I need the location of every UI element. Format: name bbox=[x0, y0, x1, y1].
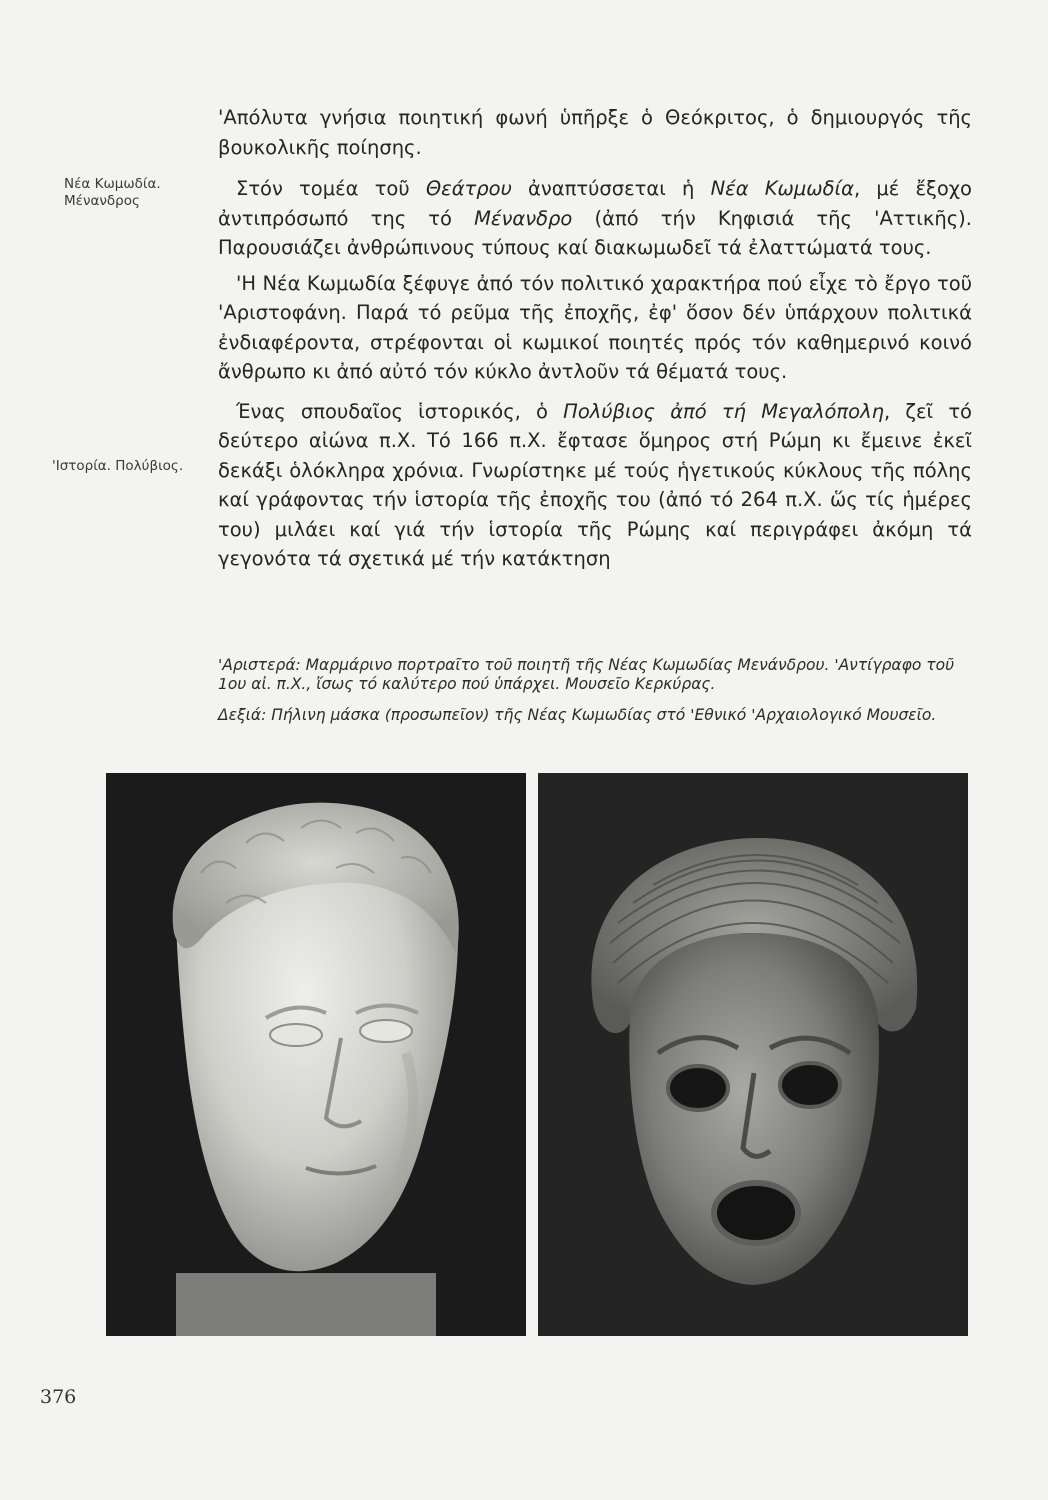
caption-right: Δεξιά: Πήλινη μάσκα (προσωπεῖον) τῆς Νέας Κωμωδίας στό 'Εθνικό 'Αρχαιολογικό Μουσεῖο. bbox=[218, 706, 937, 724]
margin-note-history: 'Ιστορία. Πολύβιος. bbox=[52, 458, 184, 474]
text-run: ἀναπτύσσεται ἡ bbox=[511, 177, 711, 200]
paragraph-theocritus: 'Απόλυτα γνήσια ποιητική φωνή ὑπῆρξε ὁ Θεόκριτος, ὁ δημιουργός τῆς βουκολικῆς ποίησης. bbox=[218, 106, 972, 159]
term-new-comedy: Νέα Κωμωδία bbox=[710, 177, 854, 200]
page-number: 376 bbox=[40, 1386, 77, 1408]
term-menander: Μένανδρο bbox=[474, 206, 573, 230]
photo-menander-portrait bbox=[106, 773, 526, 1336]
caption-left: 'Αριστερά: Μαρμάρινο πορτραῖτο τοῦ ποιητῆ τῆς Νέας Κωμωδίας Μενάνδρου. 'Αντίγραφο τοῦ 1ου αἰ. π.Χ., ἴσως τό καλύτερο πού ὑπάρχει. Μουσεῖο Κερκύρας. bbox=[218, 656, 955, 693]
clay-mask-image bbox=[538, 773, 968, 1336]
term-theatre: Θεάτρου bbox=[425, 177, 512, 200]
text-run: (ἀπό τήν Κηφισιά τῆς 'Αττικῆς). Παρουσιάζει ἀνθρώπινους τύπους καί διακωμωδεῖ τά ἐλαττώματά τους. bbox=[218, 206, 972, 259]
paragraph-new-comedy bbox=[218, 174, 972, 263]
marble-head-image bbox=[106, 773, 526, 1336]
paragraph-aristophanes: 'Η Νέα Κωμωδία ξέφυγε ἀπό τόν πολιτικό χαρακτήρα πού εἶχε τὸ ἔργο τοῦ 'Αριστοφάνη. Παρά τό ρεῦμα τῆς ἐποχῆς, ἐφ' ὅσον δέν ὑπάρχουν πολιτικά ἐνδιαφέροντα, στρέφονται οἱ κωμικοί ποιητές πρός τόν καθημερινό κοινό ἄνθρωπο κι ἀπό αὐτό τόν κύκλο ἀντλοῦν τά θέματά τους. bbox=[218, 271, 972, 383]
text-run: , μέ ἔξοχο ἀντιπρόσωπό της τό bbox=[218, 177, 972, 230]
text-run: Ένας σπουδαῖος ἱστορικός, ὁ bbox=[236, 399, 564, 423]
photo-comedy-mask bbox=[538, 773, 968, 1336]
paragraph-polybius bbox=[218, 397, 972, 574]
term-polybius: Πολύβιος ἀπό τή Μεγαλόπολη bbox=[563, 399, 884, 423]
text-run: , ζεῖ τό δεύτερο αἰώνα π.Χ. Τό 166 π.Χ. ἔφτασε ὅμηρος στή Ρώμη κι ἔμεινε ἐκεῖ δεκάξι ὁλόκληρα χρόνια. Γνωρίστηκε μέ τούς ἡγετικούς κύκλους τῆς πόλης καί γράφοντας τήν ἱστορία τῆς ἐποχῆς του (ἀπό τό 264 π.Χ. ὥς τίς ἡμέρες του) μιλάει καί γιά τήν ἱστορία τῆς Ρώμης καί περιγράφει ἀκόμη τά γεγονότα τά σχετικά μέ τήν κατάκτηση bbox=[218, 399, 972, 570]
margin-note-new-comedy: Νέα Κωμωδία. Μένανδρος bbox=[64, 176, 161, 209]
text-run: Στόν τομέα τοῦ bbox=[236, 177, 426, 200]
main-text bbox=[218, 103, 972, 574]
figure-captions bbox=[218, 656, 970, 725]
